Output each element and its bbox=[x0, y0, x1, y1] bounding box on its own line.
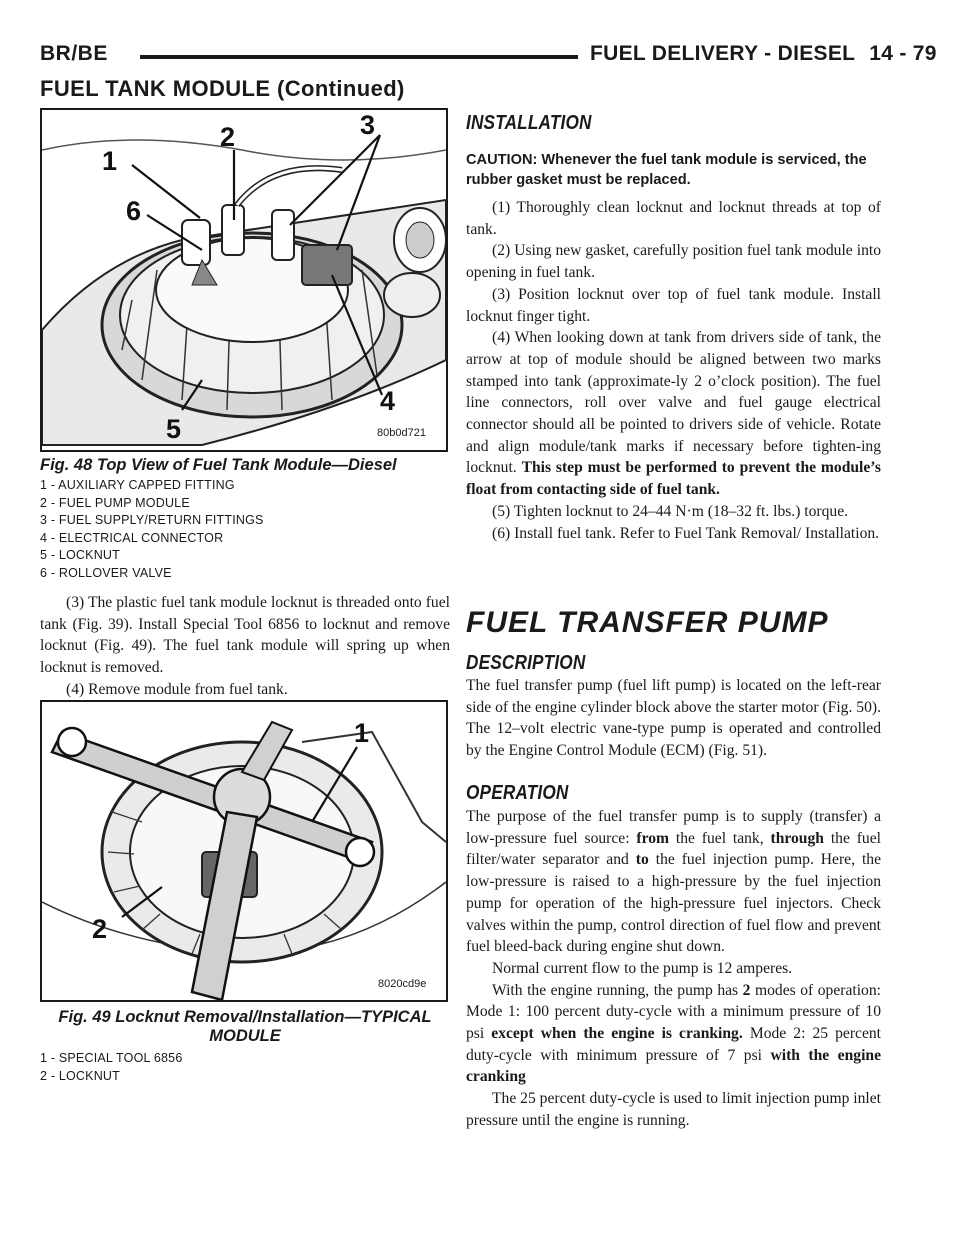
fig49-caption bbox=[40, 1008, 450, 1085]
fig49-callout-2: 2 bbox=[92, 914, 108, 944]
fig49-title-line1: Fig. 49 Locknut Removal/Installation—TYPICAL bbox=[58, 1008, 432, 1026]
locknut-removal-illustration bbox=[42, 702, 446, 1000]
installation-step: (5) Tighten locknut to 24–44 N·m (18–32 ft. lbs.) torque. bbox=[492, 502, 849, 520]
installation-step: (1) Thoroughly clean locknut and locknut threads at top of tank. bbox=[466, 199, 881, 238]
fig48-legend-item: 4 - ELECTRICAL CONNECTOR bbox=[40, 530, 224, 545]
fig48-callout-1: 1 bbox=[102, 146, 118, 176]
fig49-code: 8020cd9e bbox=[378, 978, 427, 990]
continued-title: FUEL TANK MODULE (Continued) bbox=[40, 76, 405, 101]
fig49-legend-item: 1 - SPECIAL TOOL 6856 bbox=[40, 1051, 183, 1065]
fig48-legend-item: 2 - FUEL PUMP MODULE bbox=[40, 495, 190, 510]
operation-heading: OPERATION bbox=[466, 782, 569, 804]
header-section: FUEL DELIVERY - DIESEL bbox=[590, 42, 856, 65]
op-text: Mode 2: 25 percent duty-cycle with minimum pressure of 7 psi bbox=[466, 1025, 882, 1064]
header-rule bbox=[140, 55, 578, 59]
fig48-caption bbox=[40, 456, 450, 582]
header-right bbox=[590, 42, 937, 66]
op-bold: 2 bbox=[742, 981, 751, 999]
figure-48 bbox=[40, 108, 448, 452]
fig49-title-line2: MODULE bbox=[209, 1027, 281, 1045]
fig48-legend-item: 6 - ROLLOVER VALVE bbox=[40, 565, 172, 580]
installation-step: (6) Install fuel tank. Refer to Fuel Tank Removal/ Installation. bbox=[492, 524, 880, 542]
op-text: The purpose of the fuel transfer pump is to supply (transfer) a low-pressure fuel source: bbox=[466, 808, 881, 847]
installation-step: (2) Using new gasket, carefully position fuel tank module into opening in fuel tank. bbox=[466, 242, 881, 282]
description-paragraph: The fuel transfer pump (fuel lift pump) is located on the left-rear side of the engine cylinder block above the starter motor (Fig. 50). The 12–volt electric vane-type pump is operated and controlled by the Engine Control Module (ECM) (Fig. 51). bbox=[466, 677, 881, 760]
fig48-callout-6: 6 bbox=[126, 196, 142, 226]
fig49-legend-item: 2 - LOCKNUT bbox=[40, 1068, 120, 1083]
operation-body bbox=[466, 806, 881, 1132]
op-bold: from bbox=[636, 829, 670, 847]
operation-paragraph bbox=[466, 980, 881, 1089]
installation-step bbox=[466, 327, 881, 501]
fig48-title: Fig. 48 Top View of Fuel Tank Module—Diesel bbox=[40, 456, 397, 474]
operation-paragraph: Normal current flow to the pump is 12 amperes. bbox=[492, 959, 793, 977]
op-bold: with the engine cranking bbox=[466, 1046, 882, 1086]
header-left: BR/BE bbox=[40, 42, 108, 65]
op-text: the fuel injection pump. Here, the low-pressure is raised to a high-pressure by the fuel injection pump for operation of the high-pressure fuel injectors. Check valves within the pump, control direction of fuel flow and prevent fuel bleed-back during engine shut down. bbox=[466, 851, 881, 956]
fig48-callout-3: 3 bbox=[360, 110, 376, 140]
fig48-legend-item: 1 - AUXILIARY CAPPED FITTING bbox=[40, 478, 235, 492]
caution-note: CAUTION: Whenever the fuel tank module is serviced, the rubber gasket must be replaced. bbox=[466, 152, 867, 188]
installation-heading: INSTALLATION bbox=[466, 112, 592, 134]
installation-step: (3) Position locknut over top of fuel tank module. Install locknut finger tight. bbox=[466, 285, 881, 325]
operation-paragraph: The 25 percent duty-cycle is used to limit injection pump inlet pressure until the engine is running. bbox=[466, 1090, 881, 1129]
fig48-legend-item: 3 - FUEL SUPPLY/RETURN FITTINGS bbox=[40, 513, 264, 527]
left-paragraph: (4) Remove module from fuel tank. bbox=[66, 680, 288, 698]
op-bold: except when the engine is cranking. bbox=[491, 1025, 743, 1043]
fig48-callout-4: 4 bbox=[380, 386, 396, 416]
fig49-callout-1: 1 bbox=[354, 718, 370, 748]
op-bold: to bbox=[635, 851, 649, 869]
installation-steps bbox=[466, 197, 881, 544]
page-number: 14 - 79 bbox=[869, 42, 937, 65]
left-body bbox=[40, 592, 450, 701]
description-heading: DESCRIPTION bbox=[466, 652, 586, 674]
description-body bbox=[466, 675, 881, 762]
figure-49 bbox=[40, 700, 448, 1002]
op-text: the fuel filter/water separator and bbox=[466, 829, 881, 869]
operation-paragraph bbox=[466, 806, 881, 958]
fuel-tank-module-illustration bbox=[42, 110, 446, 450]
fig48-code: 80b0d721 bbox=[377, 427, 426, 439]
fig48-callout-5: 5 bbox=[166, 414, 182, 444]
op-text: the fuel tank, bbox=[675, 829, 764, 847]
fig48-legend bbox=[40, 477, 450, 582]
op-text: With the engine running, the pump has bbox=[492, 981, 739, 999]
installation-warning: This step must be performed to prevent the module’s float from contacting side of fuel tank. bbox=[466, 459, 881, 499]
fig48-callout-2: 2 bbox=[220, 122, 236, 152]
transfer-pump-heading: FUEL TRANSFER PUMP bbox=[466, 606, 829, 639]
op-text: modes of operation: Mode 1: 100 percent duty-cycle with a minimum pressure of 10 psi bbox=[466, 981, 881, 1043]
op-bold: through bbox=[770, 829, 824, 847]
fig49-legend bbox=[40, 1050, 450, 1085]
left-paragraph: (3) The plastic fuel tank module locknut is threaded onto fuel tank (Fig. 39). Install Special Tool 6856 to locknut and remove locknut (Fig. 49). The fuel tank module will spring up when locknut is removed. bbox=[40, 594, 450, 677]
installation-step-text: (4) When looking down at tank from drivers side of tank, the arrow at top of module should be aligned between two marks stamped into tank (approximate-ly 2 o’clock position). The fuel line connectors, roll over valve and fuel gauge electrical connector should all be pointed to drivers side of vehicle. Rotate and align module/tank marks if necessary before tighten-ing locknut. bbox=[466, 329, 881, 477]
fig48-legend-item: 5 - LOCKNUT bbox=[40, 548, 120, 562]
